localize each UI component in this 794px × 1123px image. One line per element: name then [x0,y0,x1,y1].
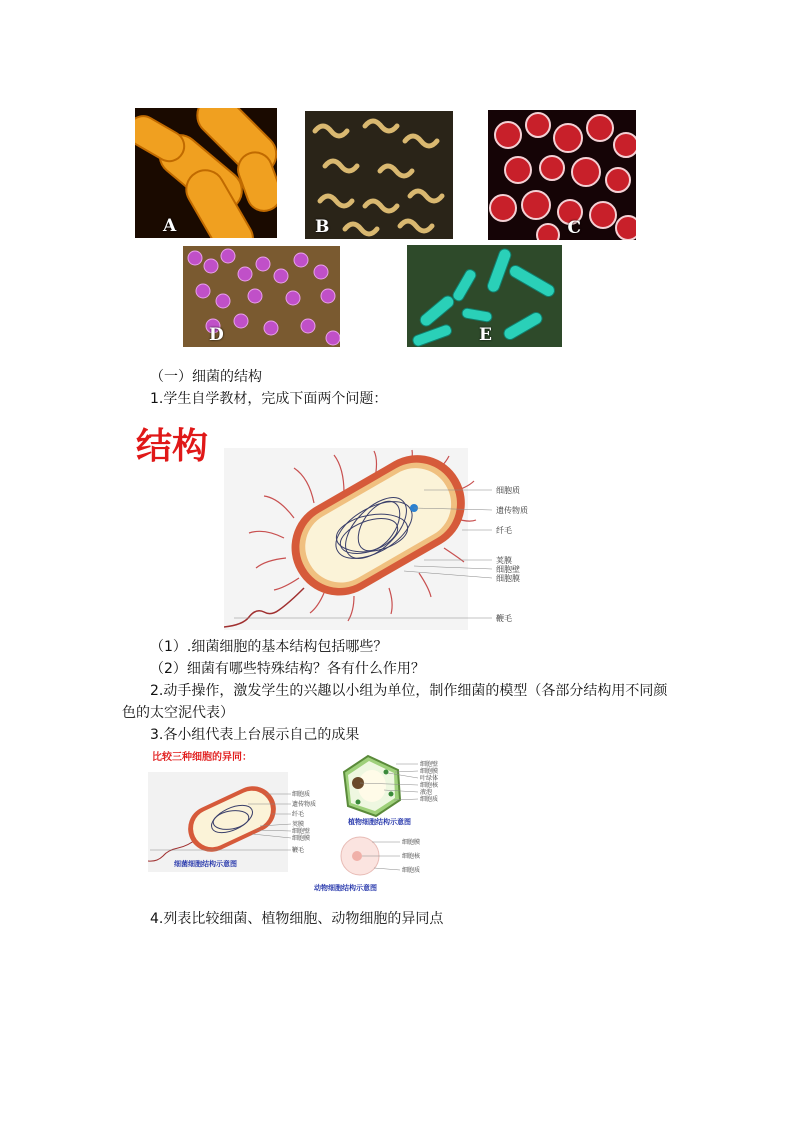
coccus-bacteria-image [488,110,636,240]
bacteria-caption: 细菌细胞结构示意图 [174,860,237,868]
structure-heading: 结构 [136,425,209,467]
bacteria-photo-b [305,111,453,239]
svg-text:纤毛: 纤毛 [292,811,305,818]
plant-caption: 植物细胞结构示意图 [348,818,411,826]
bacteria-photo-d [183,246,340,347]
bacteria-photo-c [488,110,636,240]
step-3-text: 3.各小组代表上台展示自己的成果 [150,727,360,743]
bacteria-photo-e [407,245,562,347]
svg-text:鞭毛: 鞭毛 [292,847,305,854]
svg-text:液泡: 液泡 [420,789,433,796]
svg-text:细胞壁: 细胞壁 [292,828,311,835]
label-pili: 纤毛 [496,526,512,535]
purple-coccus-image [183,246,340,347]
photo-label-e: E [479,325,492,345]
svg-text:细胞核: 细胞核 [420,782,439,789]
cell-comparison-figure [148,748,458,896]
svg-text:细胞膜: 细胞膜 [402,839,421,846]
photo-label-c: C [567,218,581,238]
label-flagellum: 鞭毛 [496,614,512,623]
label-cell-membrane: 细胞膜 [496,574,520,583]
bacteria-photo-a [135,108,277,238]
small-bacteria-diagram [148,772,316,872]
photo-label-b: B [315,217,330,237]
rod-bacteria-image [135,108,277,238]
animal-cell-diagram [314,837,421,892]
label-cytoplasm: 细胞质 [496,486,520,495]
animal-caption: 动物细胞结构示意图 [314,884,377,892]
svg-text:遗传物质: 遗传物质 [292,801,317,808]
photo-label-a: A [163,216,177,236]
svg-text:细胞质: 细胞质 [420,796,439,803]
svg-text:细胞质: 细胞质 [402,867,421,874]
svg-text:叶绿体: 叶绿体 [420,775,439,782]
section-title: （一）细菌的结构 [150,369,262,385]
label-cell-wall: 细胞壁 [496,565,520,574]
svg-text:细胞膜: 细胞膜 [292,835,311,842]
svg-text:细胞壁: 细胞壁 [420,761,439,768]
svg-text:细胞膜: 细胞膜 [420,768,439,775]
step-4-text: 4.列表比较细菌、植物细胞、动物细胞的异同点 [150,911,444,927]
question-2: （2）细菌有哪些特殊结构？各有什么作用？ [150,661,425,677]
plant-cell-diagram [344,756,439,826]
svg-text:细胞核: 细胞核 [402,853,421,860]
question-1: （1）.细菌细胞的基本结构包括哪些？ [150,639,388,655]
svg-text:荚膜: 荚膜 [292,821,305,828]
photo-label-d: D [209,325,224,345]
comparison-title: 比较三种细胞的异同： [152,752,252,763]
step-2-text: 2.动手操作，激发学生的兴趣以小组为单位，制作细菌的模型（各部分结构用不同颜色的太空泥代表） [122,683,668,721]
label-capsule: 荚膜 [496,556,512,565]
step-1-text: 1.学生自学教材，完成下面两个问题： [150,391,388,407]
bacteria-structure-diagram [224,448,569,630]
label-genetic-material: 遗传物质 [496,506,528,515]
svg-text:细胞质: 细胞质 [292,791,311,798]
